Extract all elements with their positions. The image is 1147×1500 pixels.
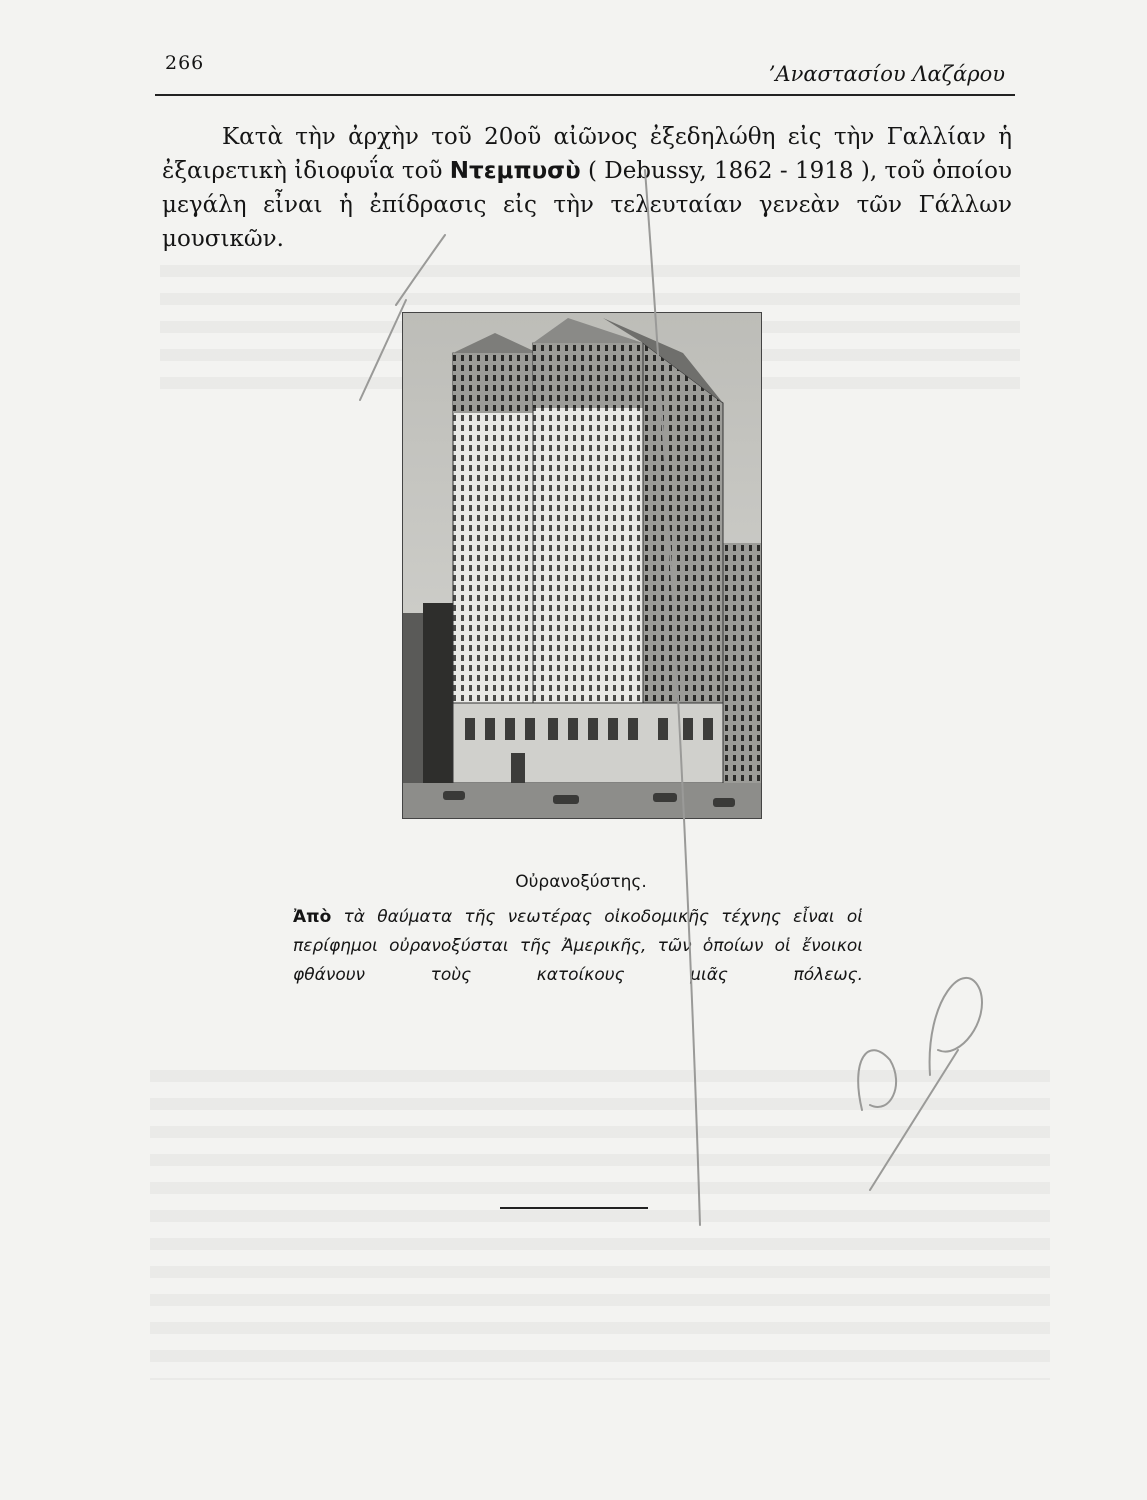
- bleed-through-texture: [150, 1060, 1050, 1380]
- skyscraper-illustration: [403, 313, 761, 818]
- pencil-zero: [930, 978, 982, 1075]
- body-paragraph: [162, 120, 1012, 256]
- pencil-slash: [870, 1050, 958, 1190]
- pencil-scribble: [858, 1050, 896, 1110]
- figure-caption: Οὐρανοξύστης.: [515, 872, 647, 892]
- running-head: ’Αναστασίου Λαζάρου: [768, 62, 1005, 86]
- composer-name: Ντεμπυσὺ: [449, 158, 581, 184]
- figure-description-lead: Ἀπὸ: [293, 907, 332, 927]
- paragraph-text-before-name: Κατὰ τὴν ἀρχὴν τοῦ 20οῦ αἰῶνος ἐξεδηλώθη εἰς τὴν Γαλλίαν ἡ ἐξαιρετικὴ ἰδιοφυΐα τοῦ: [162, 124, 1012, 184]
- page-number: 266: [165, 52, 205, 74]
- closing-rule: [500, 1207, 648, 1209]
- skyscraper-photo: [402, 312, 762, 819]
- page-header: [155, 50, 1015, 96]
- figure-description: [293, 903, 863, 990]
- figure-description-text: τὰ θαύματα τῆς νεωτέρας οἰκοδομικῆς τέχνης εἶναι οἱ περίφημοι οὐρανοξύσται τῆς Ἀμερικῆς, τῶν ὁποίων οἱ ἔνοικοι φθάνουν τοὺς κατοίκους μιᾶς πόλεως.: [293, 907, 863, 985]
- paragraph-text-after-name: ( Debussy, 1862 - 1918 ), τοῦ ὁποίου μεγάλη εἶναι ἡ ἐπίδρασις εἰς τὴν τελευταίαν γενεὰν τῶν Γάλλων μουσικῶν.: [162, 158, 1012, 252]
- pencil-stroke: [360, 300, 406, 400]
